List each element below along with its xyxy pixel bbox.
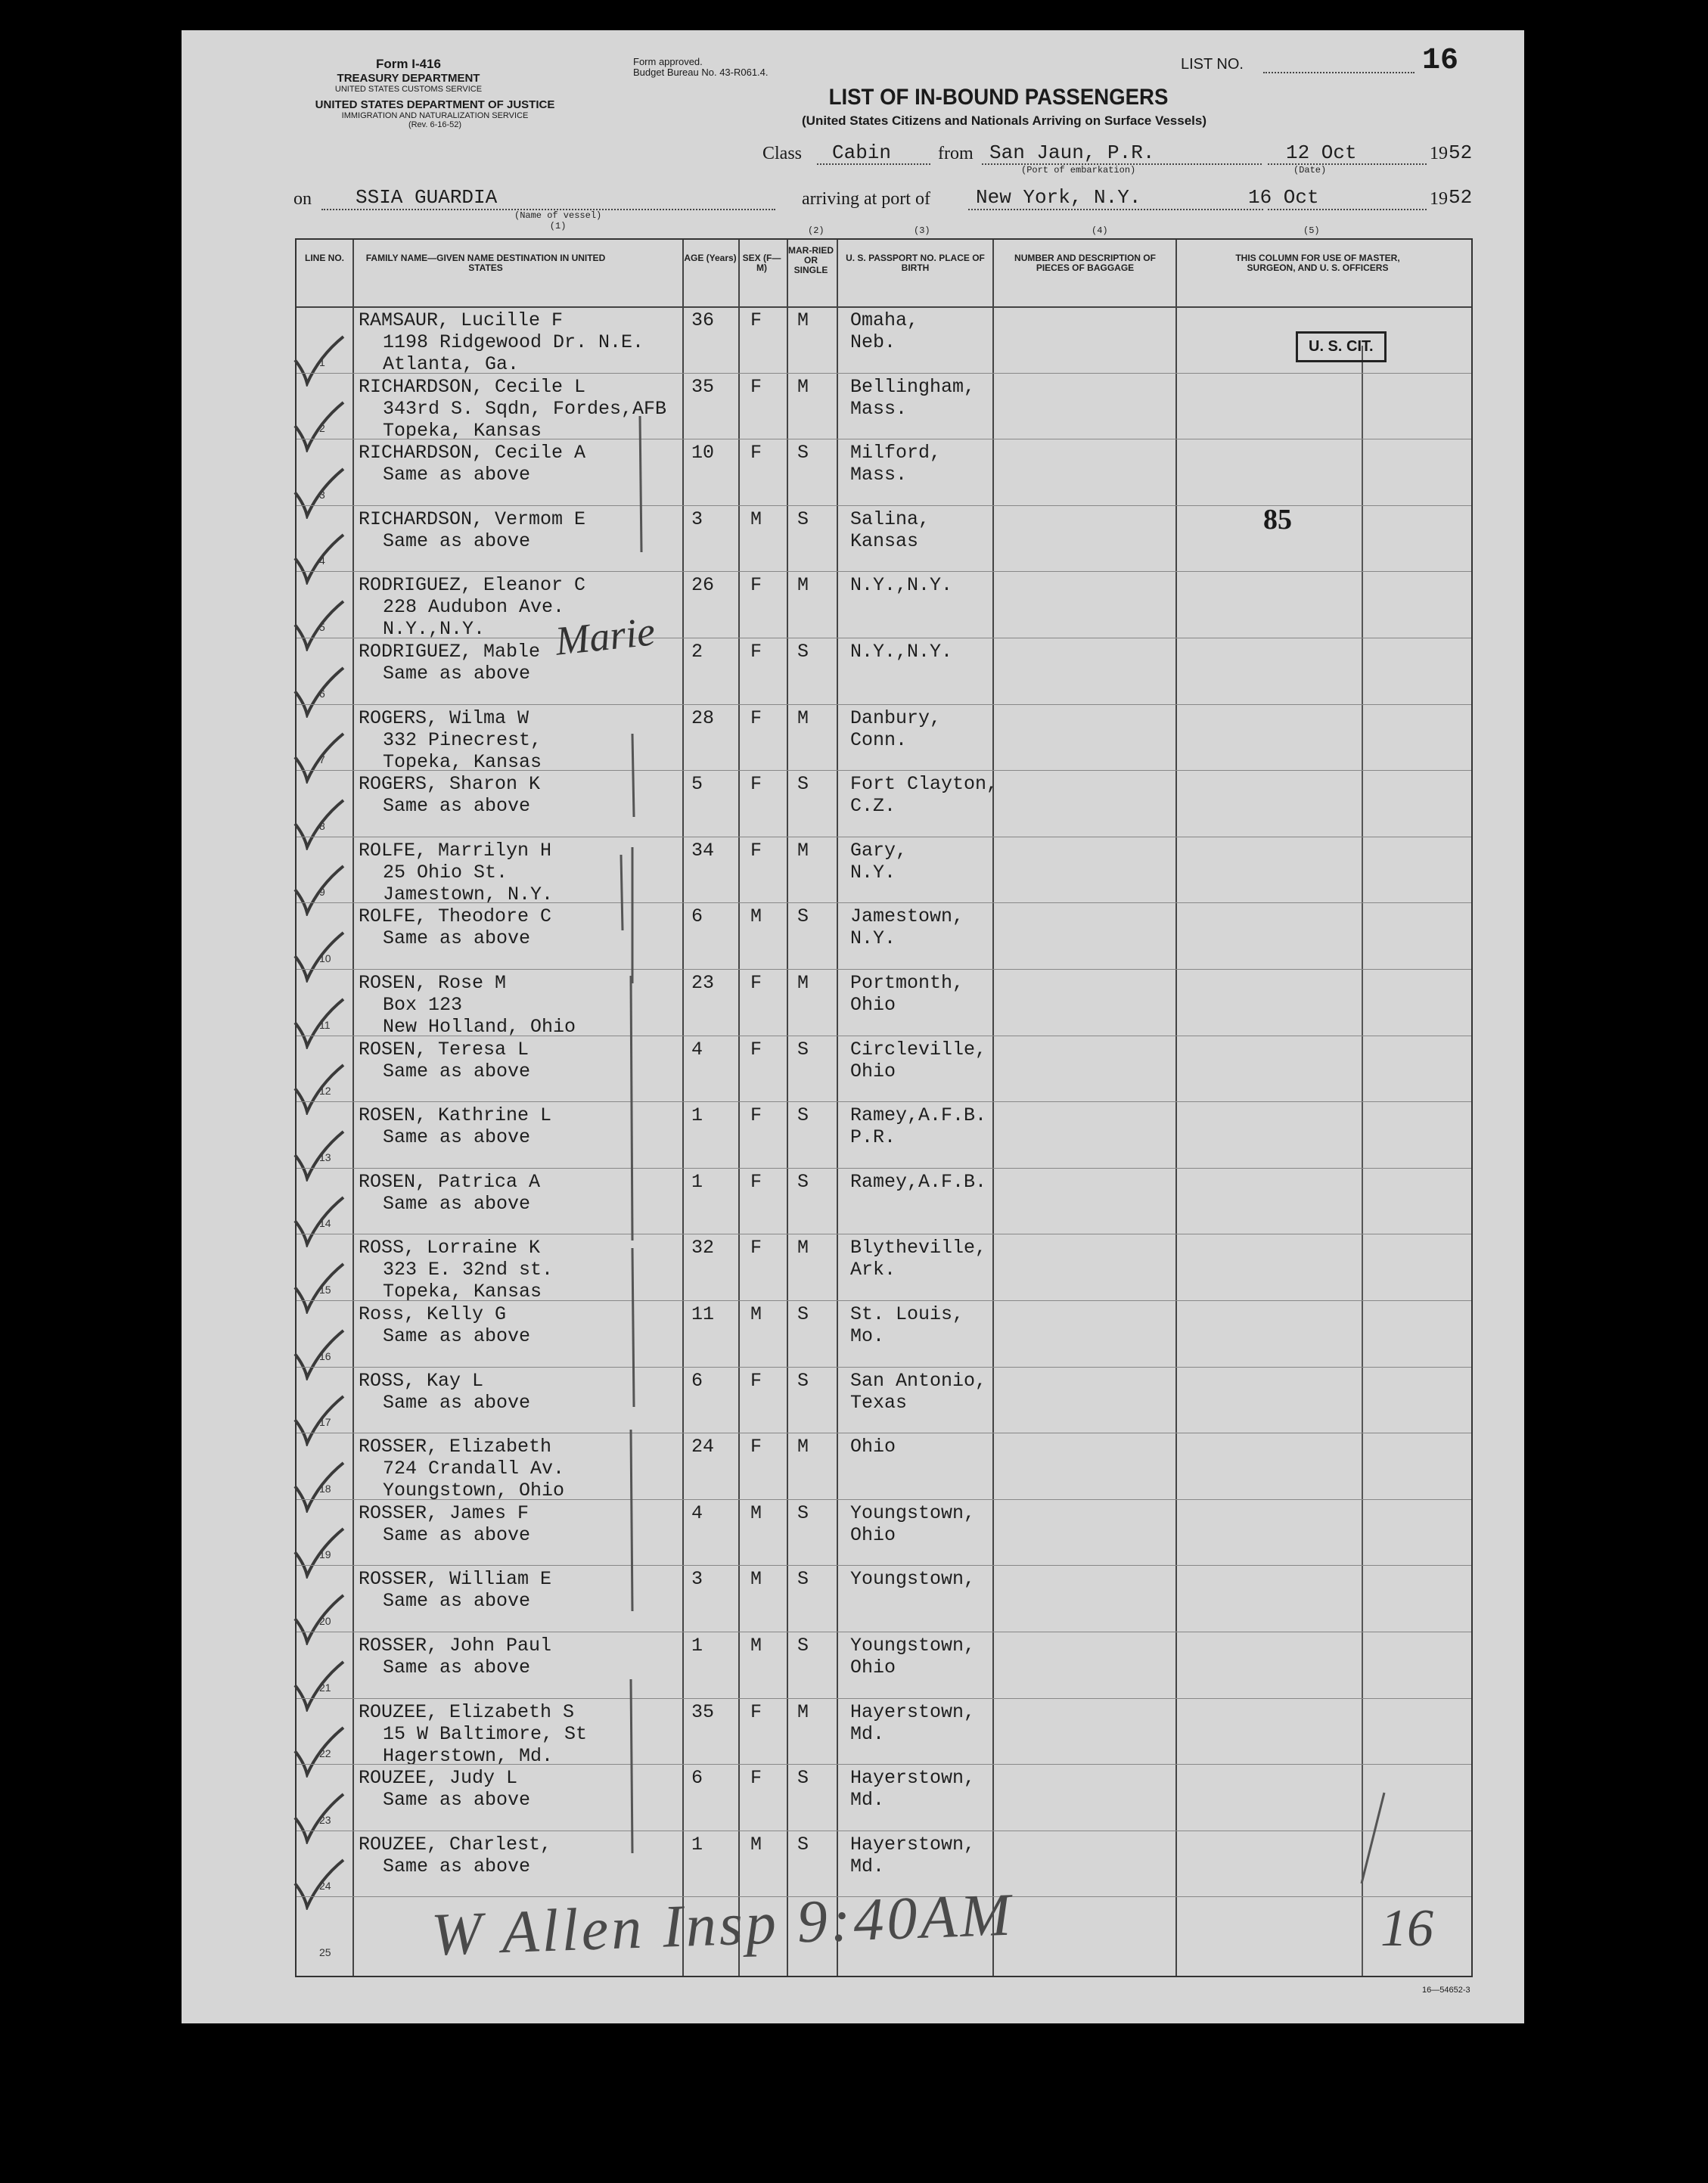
sex: F [750,1104,762,1127]
marital-status: S [797,773,809,796]
marital-status: M [797,1237,809,1259]
destination-line-1: Same as above [383,529,531,552]
embark-caption: (Port of embarkation) [1021,165,1136,175]
header-officers: THIS COLUMN FOR USE OF MASTER, SURGEON, AND U. S. OFFICERS [1235,253,1400,273]
line-number: 2 [319,422,325,435]
header-passport: U. S. PASSPORT NO. PLACE OF BIRTH [846,253,985,273]
marital-status: M [797,1700,809,1723]
marital-status: S [797,1833,809,1855]
line-number: 3 [319,488,325,501]
destination-line-1: 228 Audubon Ave. [383,596,565,619]
page-subtitle: (United States Citizens and Nationals Arriving on Surface Vessels) [802,113,1207,128]
marital-status: M [797,972,809,994]
marital-status: S [797,905,809,928]
sex: F [750,1038,762,1060]
place-of-birth-1: Youngstown, [850,1568,976,1591]
destination-line-2: Youngstown, Ohio [383,1480,565,1502]
arriving-label: arriving at port of [802,189,930,209]
line-number: 21 [319,1681,331,1694]
destination-line-1: Same as above [383,1657,531,1678]
place-of-birth-2: Ohio [850,994,896,1016]
place-of-birth-2: Md. [850,1789,885,1812]
ins-service: IMMIGRATION AND NATURALIZATION SERVICE [341,111,529,120]
line-number: 22 [319,1747,331,1760]
colno-4: (4) [1092,225,1108,236]
passenger-name: ROLFE, Marrilyn H [359,839,552,862]
list-no-value: 16 [1422,44,1459,78]
class-label: Class [762,144,803,163]
place-of-birth-1: Ramey,A.F.B. [850,1104,987,1127]
marital-status: S [797,442,809,464]
destination-line-1: Same as above [383,464,531,486]
place-of-birth-1: Omaha, [850,309,919,331]
colno-2: (2) [808,225,824,236]
form-number: Form I-416 [376,57,441,71]
line-number: 4 [319,554,325,567]
destination-line-2: Topeka, Kansas [383,750,542,773]
treasury-dept: TREASURY DEPARTMENT [337,72,480,85]
place-of-birth-2: Mo. [850,1325,885,1347]
place-of-birth-2: Kansas [850,529,919,552]
marital-status: S [797,1635,809,1657]
sex: M [750,508,762,530]
age: 1 [691,1635,703,1657]
manifest-page [182,30,1524,2023]
passenger-name: ROUZEE, Judy L [359,1767,518,1790]
place-of-birth-1: Ramey,A.F.B. [850,1170,987,1193]
inspector-signature: W Allen Insp 9:40AM [430,1881,1015,1969]
place-of-birth-1: Hayerstown, [850,1700,976,1723]
line-number: 17 [319,1416,331,1429]
sex: F [750,1700,762,1723]
place-of-birth-2: Ark. [850,1259,896,1281]
place-of-birth-2: Conn. [850,728,908,751]
place-of-birth-2: Mass. [850,397,908,420]
colno-3: (3) [914,225,930,236]
header-age: AGE (Years) [684,253,737,263]
destination-line-2: Hagerstown, Md. [383,1744,554,1767]
line-number: 8 [319,819,325,832]
destination-line-2: N.Y.,N.Y. [383,618,486,641]
age: 6 [691,1369,703,1392]
age: 35 [691,1700,715,1723]
line-number: 5 [319,620,325,633]
form-approved: Form approved. Budget Bureau No. 43-R061.4. [633,56,769,78]
destination-line-1: Same as above [383,1590,531,1613]
place-of-birth-1: Hayerstown, [850,1833,976,1855]
line-number: 10 [319,952,331,964]
passenger-name: RICHARDSON, Cecile A [359,442,586,464]
age: 11 [691,1303,715,1325]
line-number: 7 [319,753,325,766]
embark-date: 12 Oct [1286,141,1357,164]
line-number: 18 [319,1482,331,1495]
age: 2 [691,641,703,663]
destination-line-1: Same as above [383,1126,531,1149]
arrival-year: 52 [1449,186,1473,209]
passenger-name: ROSEN, Rose M [359,972,507,994]
vessel-caption: (Name of vessel) (1) [514,210,602,231]
header-name: FAMILY NAME—GIVEN NAME DESTINATION IN UNITED STATES [365,253,606,273]
line-number: 1 [319,356,325,368]
destination-line-1: 724 Crandall Av. [383,1458,565,1480]
sex: F [750,574,762,597]
handwritten-brackets [182,30,1524,2023]
sex: F [750,641,762,663]
tally-mark: 16 [1380,1899,1433,1958]
line-number: 24 [319,1880,331,1893]
place-of-birth-1: Danbury, [850,706,942,729]
place-of-birth-1: Circleville, [850,1038,987,1060]
marital-status: M [797,1436,809,1458]
place-of-birth-1: Youngstown, [850,1501,976,1524]
passenger-name: ROSSER, John Paul [359,1635,552,1657]
marital-status: S [797,1568,809,1591]
colno-5: (5) [1303,225,1320,236]
marital-status: M [797,375,809,398]
line-number: 12 [319,1085,331,1098]
age: 23 [691,972,715,994]
sex: M [750,1635,762,1657]
marital-status: S [797,1104,809,1127]
embark-year: 52 [1449,141,1473,164]
destination-line-1: Same as above [383,663,531,685]
destination-line-1: Same as above [383,927,531,950]
place-of-birth-2: N.Y. [850,927,896,950]
passenger-name: ROSSER, William E [359,1568,552,1591]
destination-line-1: 323 E. 32nd st. [383,1259,554,1281]
line-number: 11 [319,1018,331,1031]
passenger-name: RICHARDSON, Cecile L [359,375,586,398]
customs-service: UNITED STATES CUSTOMS SERVICE [334,85,483,94]
header-married: MAR-RIED OR SINGLE [788,245,834,275]
age: 3 [691,508,703,530]
marital-status: S [797,641,809,663]
destination-line-2: Topeka, Kansas [383,1281,542,1303]
age: 4 [691,1501,703,1524]
line-number: 19 [319,1548,331,1561]
destination-line-1: Same as above [383,1325,531,1347]
form-revision: (Rev. 6-16-52) [408,120,462,129]
place-of-birth-2: Ohio [850,1523,896,1546]
marital-status: M [797,309,809,331]
year-prefix-2: 19 [1430,189,1448,209]
place-of-birth-2: Md. [850,1722,885,1745]
age: 35 [691,375,715,398]
us-citizen-stamp: U. S. CIT. [1296,331,1387,362]
destination-line-2: New Holland, Ohio [383,1016,576,1038]
place-of-birth-2: Mass. [850,464,908,486]
sex: F [750,1767,762,1790]
sex: M [750,1833,762,1855]
passenger-count: 85 [1263,504,1292,536]
place-of-birth-2: Ohio [850,1657,896,1678]
passenger-name: ROSEN, Teresa L [359,1038,529,1060]
passenger-name: ROSS, Kay L [359,1369,484,1392]
destination-line-1: Same as above [383,1192,531,1215]
marital-status: S [797,1767,809,1790]
place-of-birth-1: Bellingham, [850,375,976,398]
place-of-birth-2: Ohio [850,1060,896,1082]
arrival-date: 16 Oct [1248,186,1319,209]
passenger-name: ROGERS, Sharon K [359,773,541,796]
place-of-birth-2: N.Y. [850,861,896,883]
destination-line-1: Same as above [383,1391,531,1414]
place-of-birth-1: Hayerstown, [850,1767,976,1790]
footer-code: 16—54652-3 [1422,1986,1470,1995]
sex: M [750,1568,762,1591]
destination-line-1: Same as above [383,1789,531,1812]
justice-dept: UNITED STATES DEPARTMENT OF JUSTICE [315,98,555,111]
destination-line-1: Box 123 [383,994,463,1016]
marital-status: S [797,1038,809,1060]
handwritten-correction: Marie [553,608,657,664]
marital-status: M [797,574,809,597]
destination-line-1: Same as above [383,1523,531,1546]
age: 26 [691,574,715,597]
place-of-birth-1: Jamestown, [850,905,964,928]
sex: F [750,1369,762,1392]
place-of-birth-1: San Antonio, [850,1369,987,1392]
age: 6 [691,1767,703,1790]
passenger-name: ROUZEE, Elizabeth S [359,1700,575,1723]
age: 1 [691,1833,703,1855]
passenger-name: RAMSAUR, Lucille F [359,309,564,331]
place-of-birth-1: Blytheville, [850,1237,987,1259]
place-of-birth-1: Ohio [850,1436,896,1458]
sex: M [750,905,762,928]
passenger-name: ROUZEE, Charlest, [359,1833,552,1855]
place-of-birth-2: Neb. [850,331,896,353]
line-number: 9 [319,886,325,899]
line-number: 25 [319,1945,331,1958]
place-of-birth-2: P.R. [850,1126,896,1149]
destination-line-1: 1198 Ridgewood Dr. N.E. [383,331,644,353]
sex: F [750,706,762,729]
passenger-name: ROSS, Lorraine K [359,1237,541,1259]
marital-status: S [797,1501,809,1524]
destination-line-2: Jamestown, N.Y. [383,883,554,905]
destination-line-1: Same as above [383,1060,531,1082]
sex: F [750,773,762,796]
passenger-name: ROSEN, Kathrine L [359,1104,552,1127]
age: 36 [691,309,715,331]
marital-status: M [797,706,809,729]
line-number: 15 [319,1283,331,1296]
place-of-birth-1: Fort Clayton, [850,773,998,796]
sex: F [750,442,762,464]
place-of-birth-1: Youngstown, [850,1635,976,1657]
passenger-name: ROGERS, Wilma W [359,706,529,729]
marital-status: M [797,839,809,862]
destination-line-2: Topeka, Kansas [383,419,542,442]
marital-status: S [797,508,809,530]
passenger-name: Ross, Kelly G [359,1303,507,1325]
place-of-birth-2: Texas [850,1391,908,1414]
place-of-birth-1: Salina, [850,508,930,530]
line-number: 23 [319,1813,331,1826]
destination-line-1: 332 Pinecrest, [383,728,542,751]
place-of-birth-1: N.Y.,N.Y. [850,574,953,597]
passenger-name: RODRIGUEZ, Mable [359,641,541,663]
sex: F [750,839,762,862]
age: 5 [691,773,703,796]
header-line-no: LINE NO. [304,253,344,263]
age: 28 [691,706,715,729]
destination-line-1: 15 W Baltimore, St [383,1722,588,1745]
marital-status: S [797,1303,809,1325]
place-of-birth-2: Md. [850,1855,885,1877]
on-label: on [293,189,312,209]
age: 6 [691,905,703,928]
age: 32 [691,1237,715,1259]
line-number: 16 [319,1349,331,1362]
destination-line-1: Same as above [383,1855,531,1877]
age: 1 [691,1170,703,1193]
passenger-name: RODRIGUEZ, Eleanor C [359,574,586,597]
line-number: 6 [319,687,325,700]
from-label: from [938,144,974,163]
vessel-name: SSIA GUARDIA [356,186,498,209]
passenger-name: ROLFE, Theodore C [359,905,552,928]
age: 34 [691,839,715,862]
line-number: 14 [319,1217,331,1230]
sex: F [750,1170,762,1193]
sex: M [750,1303,762,1325]
passenger-name: ROSSER, James F [359,1501,529,1524]
line-number: 20 [319,1614,331,1627]
arrival-port: New York, N.Y. [976,186,1141,209]
sex: F [750,1436,762,1458]
age: 3 [691,1568,703,1591]
age: 1 [691,1104,703,1127]
year-prefix-1: 19 [1430,144,1448,163]
passenger-name: RICHARDSON, Vermom E [359,508,586,530]
place-of-birth-1: Milford, [850,442,942,464]
place-of-birth-1: Portmonth, [850,972,964,994]
destination-line-1: 25 Ohio St. [383,861,508,883]
sex: F [750,1237,762,1259]
date-caption: (Date) [1293,165,1327,175]
destination-line-1: 343rd S. Sqdn, Fordes,AFB [383,397,667,420]
embark-port: San Jaun, P.R. [989,141,1155,164]
age: 24 [691,1436,715,1458]
passenger-name: ROSEN, Patrica A [359,1170,541,1193]
list-no-label: LIST NO. [1181,56,1244,73]
age: 10 [691,442,715,464]
place-of-birth-1: Gary, [850,839,908,862]
sex: M [750,1501,762,1524]
place-of-birth-1: St. Louis, [850,1303,964,1325]
class-value: Cabin [832,141,892,164]
line-number: 13 [319,1150,331,1163]
place-of-birth-2: C.Z. [850,795,896,818]
header-baggage: NUMBER AND DESCRIPTION OF PIECES OF BAGGAGE [1014,253,1156,273]
sex: F [750,375,762,398]
age: 4 [691,1038,703,1060]
destination-line-2: Atlanta, Ga. [383,353,520,375]
marital-status: S [797,1170,809,1193]
header-sex: SEX (F—M) [742,253,781,273]
marital-status: S [797,1369,809,1392]
destination-line-1: Same as above [383,795,531,818]
sex: F [750,309,762,331]
sex: F [750,972,762,994]
place-of-birth-1: N.Y.,N.Y. [850,641,953,663]
passenger-name: ROSSER, Elizabeth [359,1436,552,1458]
page-title: LIST OF IN-BOUND PASSENGERS [828,85,1169,110]
